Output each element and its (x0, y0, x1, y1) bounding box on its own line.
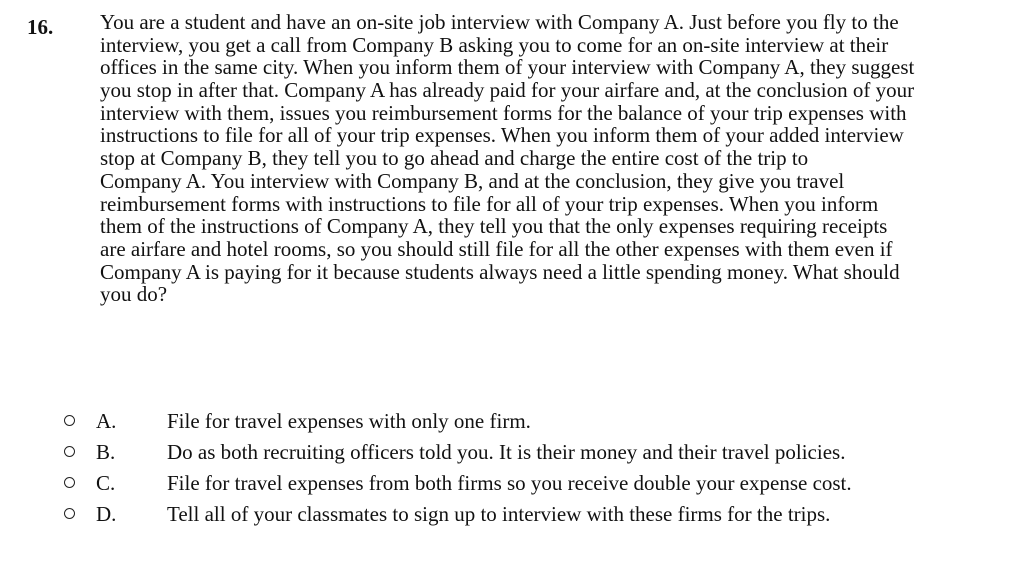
radio-button-icon[interactable] (64, 477, 75, 488)
radio-button-icon[interactable] (64, 415, 75, 426)
question-line: interview, you get a call from Company B asking you to come for an on-site interview at their (100, 32, 889, 57)
option-text: Do as both recruiting officers told you. It is their money and their travel policies. (167, 440, 846, 464)
question-line: you do? (100, 282, 168, 307)
answer-options (0, 406, 1027, 530)
option-text: File for travel expenses from both firms so you receive double your expense cost. (167, 471, 852, 495)
question-text (100, 11, 1025, 306)
question-line: instructions to file for all of your trip expenses. When you inform them of your added interview (100, 123, 904, 148)
radio-button-icon[interactable] (64, 508, 75, 519)
option-d[interactable] (0, 499, 1027, 530)
option-letter: D. (96, 502, 117, 526)
option-c[interactable] (0, 468, 1027, 499)
question-line: You are a student and have an on-site job interview with Company A. Just before you fly to the (100, 10, 899, 34)
question-line: are airfare and hotel rooms, so you should still file for all the other expenses with them even if (100, 236, 893, 261)
option-text: File for travel expenses with only one firm. (167, 409, 531, 433)
question-line: Company A. You interview with Company B, and at the conclusion, they give you travel (100, 168, 845, 193)
option-letter: A. (96, 409, 117, 433)
radio-button-icon[interactable] (64, 446, 75, 457)
question-line: interview with them, issues you reimbursement forms for the balance of your trip expenses with (100, 100, 907, 125)
question-line: offices in the same city. When you inform them of your interview with Company A, they suggest (100, 55, 915, 80)
question-number: 16. (27, 15, 54, 39)
question-line: reimbursement forms with instructions to file for all of your trip expenses. When you inform (100, 191, 879, 216)
option-text: Tell all of your classmates to sign up to interview with these firms for the trips. (167, 502, 831, 526)
option-b[interactable] (0, 437, 1027, 468)
question-line: you stop in after that. Company A has already paid for your airfare and, at the conclusion of your (100, 78, 915, 103)
question-line: stop at Company B, they tell you to go ahead and charge the entire cost of the trip to (100, 146, 809, 171)
option-a[interactable] (0, 406, 1027, 437)
option-letter: B. (96, 440, 116, 464)
question-line: them of the instructions of Company A, they tell you that the only expenses requiring receipts (100, 214, 888, 239)
question-line: Company A is paying for it because students always need a little spending money. What should (100, 259, 900, 284)
option-letter: C. (96, 471, 116, 495)
